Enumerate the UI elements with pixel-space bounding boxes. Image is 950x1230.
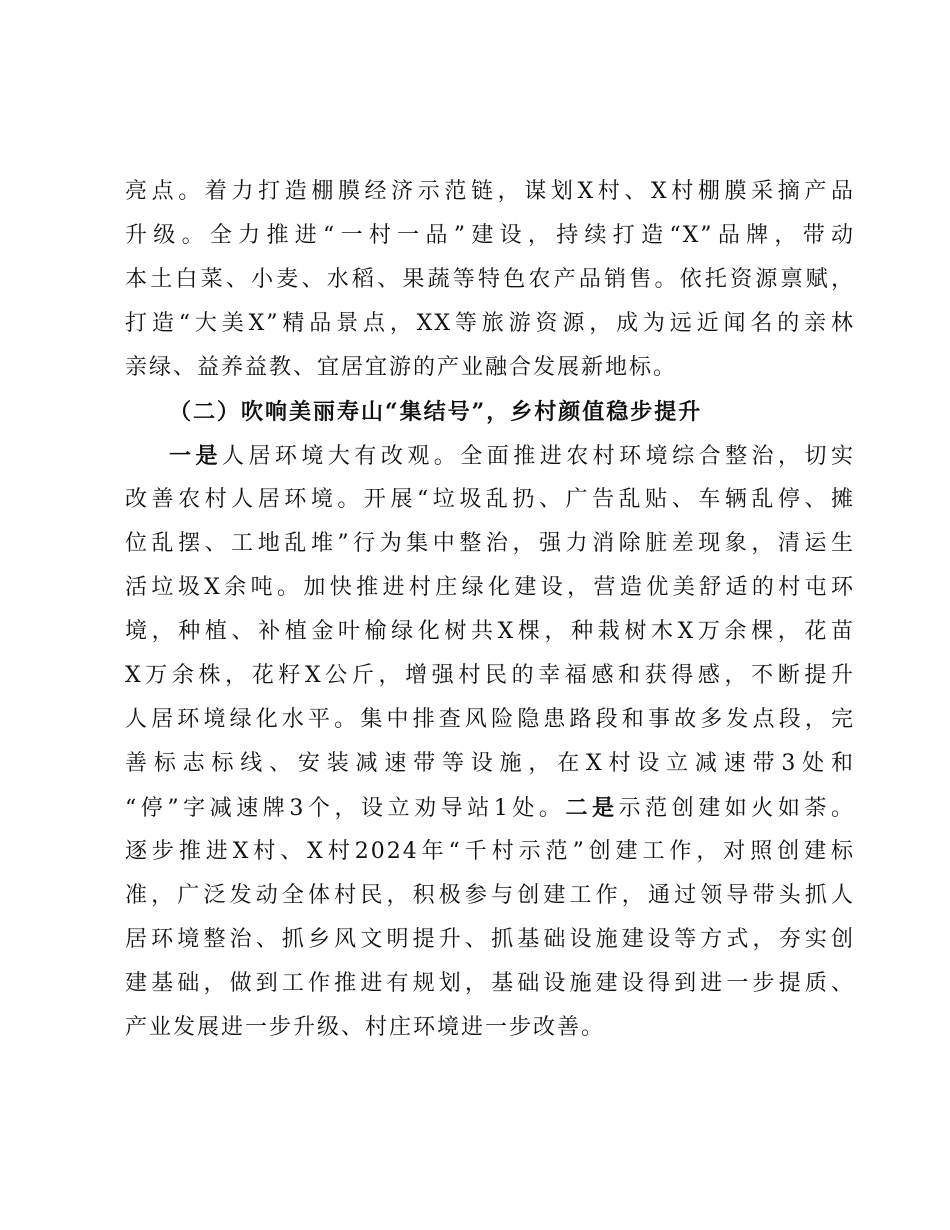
emphasis-yishi: 一是 [169, 443, 222, 469]
paragraph-text: “停”字减速牌3个，设立劝导站1处。 [125, 796, 566, 821]
paragraph-line: 善标志标线、安装减速带等设施，在X村设立减速带3处和 [125, 751, 855, 776]
paragraph-line: 亲绿、益养益教、宜居宜游的产业融合发展新地标。 [125, 355, 678, 380]
paragraph-mixed-line [125, 786, 855, 830]
paragraph-line: 逐步推进X村、X村2024年“千村示范”创建工作，对照创建标 [125, 839, 855, 864]
paragraph-line: 本土白菜、小麦、水稻、果蔬等特色农产品销售。依托资源禀赋， [125, 267, 855, 292]
paragraph-text: 示范创建如火如荼。 [618, 796, 855, 821]
paragraph-line: 改善农村人居环境。开展“垃圾乱扔、广告乱贴、车辆乱停、摊 [125, 487, 855, 512]
paragraph-line: 人居环境绿化水平。集中排查风险隐患路段和事故多发点段，完 [125, 707, 855, 732]
paragraph-line: 活垃圾X余吨。加快推进村庄绿化建设，营造优美舒适的村屯环 [125, 575, 855, 600]
paragraph-line: 升级。全力推进“一村一品”建设，持续打造“X”品牌，带动 [125, 223, 855, 248]
section-heading: （二）吹响美丽寿山“集结号”，乡村颜值稳步提升 [169, 399, 703, 425]
paragraph-line: 亮点。着力打造棚膜经济示范链，谋划X村、X村棚膜采摘产品 [125, 179, 855, 204]
paragraph-line: 建基础，做到工作推进有规划，基础设施建设得到进一步提质、 [125, 971, 855, 996]
paragraph-line: 产业发展进一步升级、村庄环境进一步改善。 [125, 1015, 606, 1040]
emphasis-ershi: 二是 [565, 795, 619, 821]
paragraph-line: 境，种植、补植金叶榆绿化树共X棵，种栽树木X万余棵，花苗 [125, 619, 855, 644]
paragraph-line: 打造“大美X”精品景点，XX等旅游资源，成为远近闻名的亲林 [125, 311, 855, 336]
paragraph-line: 居环境整治、抓乡风文明提升、抓基础设施建设等方式，夯实创 [125, 927, 855, 952]
paragraph-line: 位乱摆、工地乱堆”行为集中整治，强力消除脏差现象，清运生 [125, 531, 855, 556]
paragraph-line: X万余株，花籽X公斤，增强村民的幸福感和获得感，不断提升 [125, 663, 855, 688]
paragraph-line: 准，广泛发动全体村民，积极参与创建工作，通过领导带头抓人 [125, 883, 855, 908]
paragraph-text: 人居环境大有改观。全面推进农村环境综合整治，切实 [221, 444, 855, 469]
paragraph-first-line [169, 434, 855, 478]
